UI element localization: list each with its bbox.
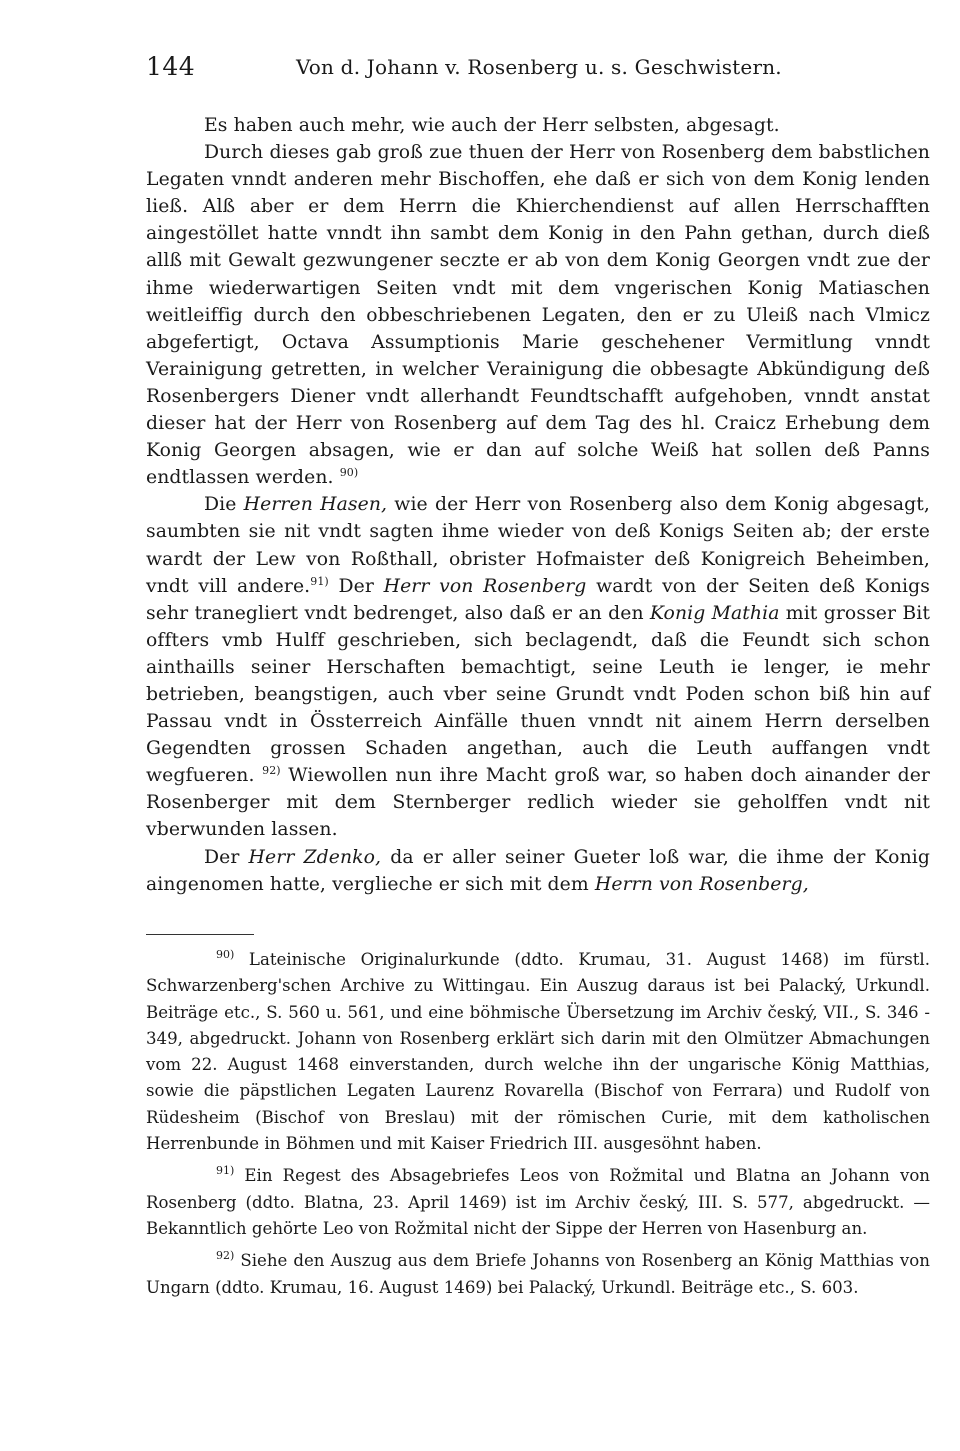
footnote-mark: 91) [216, 1164, 235, 1178]
running-head [146, 52, 930, 82]
footnote-ref-90: 90) [339, 466, 359, 480]
emphasis-herrn-von-rosenberg: Herrn von Rosenberg, [594, 873, 809, 895]
paragraph-1-text: Es haben auch mehr, wie auch der Herr selbsten, abgesagt. [204, 115, 780, 136]
paragraph-3 [146, 491, 930, 843]
paragraph-2 [146, 139, 930, 491]
footnote-text: Siehe den Auszug aus dem Briefe Johanns von Rosenberg an König Matthias von Ungarn (ddto. Krumau, 16. August 1469) bei Palacký, Urkundl. Beiträge etc., S. 603. [146, 1251, 930, 1297]
paragraph-2-text: Durch dieses gab groß zue thuen der Herr von Rosenberg dem babstlichen Legaten vnndt anderen mehr Bischoffen, ehe daß er sich von dem Konig lenden ließ. Alß aber er dem Herrn die Khierchendienst auf allen Herrschafften aingestöllet hatte vnndt ihn sambt dem Konig in den Pahn gethan, durch dieß allß mit Gewalt gezwungener seczte er ab von dem Konig Georgen vndt zue der ihme wiederwartigen Seiten vndt mit dem vngerischen Konig Matiaschen weitleiffig durch den obbeschriebenen Legaten, den er zu Uleiß nach Vlmicz abgefertigt, Octava Assumptionis Marie geschehener Vermitlung vnndt Verainigung getretten, in welcher Verainigung die obbesagte Abkündigung deß Rosenbergers Diener vndt allerhandt Feundtschafft aufgehoben, vnndt anstat dieser hat der Herr von Rosenberg auf dem Tag des hl. Craicz Erhebung dem Konig Georgen absagen, wie er dan auf solche Weiß hat sollen deß Panns endtlassen werden. [146, 142, 930, 489]
footnote-text: Ein Regest des Absagebriefes Leos von Rožmital und Blatna an Johann von Rosenberg (ddto. Blatna, 23. April 1469) ist im Archiv český, III. S. 577, abgedruckt. — Bekanntlich gehörte Leo von Rožmital nicht der Sippe der Herren von Hasenburg an. [146, 1166, 930, 1238]
paragraph-3-text: Die [204, 494, 244, 516]
paragraph-4-text: da er aller seiner Gueter loß war, die ihme der Konig aingenomen hatte, verglieche er sich mit dem [146, 846, 931, 895]
footnote-92 [146, 1248, 930, 1301]
paragraph-3-text: Wiewollen nun ihre Macht groß war, so haben doch ainander der Rosenberger mit dem Sternberger redlich wieder sie geholffen vndt nit vberwunden lassen. [146, 765, 930, 841]
paragraph-3-text: mit grosser Bit offters vmb Hulff geschrieben, sich beclagendt, daß die Feundt sich schon ainthaills seiner Herschaften bemachtigt, seine Leuth ie lenger, ie mehr betrieben, beangstigen, auch vber seine Grundt vndt Poden schon biß hin auf Passau vndt in Össterreich Ainfälle thuen vnndt nit ainem Herrn derselben Gegendten grossen Schaden angethan, auch die Leuth auffangen vndt wegfueren. [146, 602, 931, 787]
footnote-90 [146, 947, 930, 1157]
paragraph-1 [146, 112, 930, 139]
emphasis-herr-zdenko: Herr Zdenko, [248, 846, 382, 868]
footnote-text: Lateinische Originalurkunde (ddto. Krumau, 31. August 1468) im fürstl. Schwarzenberg'schen Archive zu Wittingau. Ein Auszug daraus ist bei Palacký, Urkundl. Beiträge etc., S. 560 u. 561, und eine böhmische Übersetzung im Archiv český, VII., S. 346 - 349, abgedruckt. Johann von Rosenberg erklärt sich darin mit den Olmützer Abmachungen vom 22. August 1468 einverstanden, durch welche ihn der ungarische König Matthias, sowie die päpstlichen Legaten Laurenz Rovarella (Bischof von Ferrara) und Rudolf von Rüdesheim (Bischof von Breslau) mit der römischen Curie, mit dem katholischen Herrenbunde in Böhmen und mit Kaiser Friedrich III. ausgesöhnt haben. [146, 950, 930, 1154]
footnote-mark: 92) [216, 1249, 235, 1263]
emphasis-konig-mathia: Konig Mathia [649, 602, 780, 624]
paragraph-4-text: Der [204, 846, 249, 868]
emphasis-herr-von-rosenberg: Herr von Rosenberg [383, 575, 587, 597]
paragraph-4 [146, 844, 930, 898]
paragraph-3-text: wardt von der Seiten deß Konigs sehr tranegliert vndt bedrenget, also daß er an den [146, 575, 930, 624]
emphasis-herren-hasen: Herren Hasen, [243, 494, 388, 516]
paragraph-3-text: Der [328, 575, 384, 597]
footnote-ref-92: 92) [262, 764, 281, 778]
paragraph-3-text: wie der Herr von Rosenberg also dem Konig abgesagt, saumbten sie nit vndt sagten ihme wieder von deß Konigs Seiten ab; der erste wardt der Lew von Roßthall, obrister Hofmaister deß Konigreich Beheimben, vndt vill andere. [146, 494, 930, 597]
footnote-91 [146, 1163, 930, 1242]
footnote-divider [146, 934, 254, 935]
footnotes [146, 947, 930, 1307]
running-title: Von d. Johann v. Rosenberg u. s. Geschwistern. [296, 55, 782, 79]
footnote-ref-91: 91) [310, 574, 329, 588]
page-number: 144 [146, 52, 196, 81]
footnote-mark: 90) [216, 948, 235, 961]
main-text [146, 112, 930, 898]
